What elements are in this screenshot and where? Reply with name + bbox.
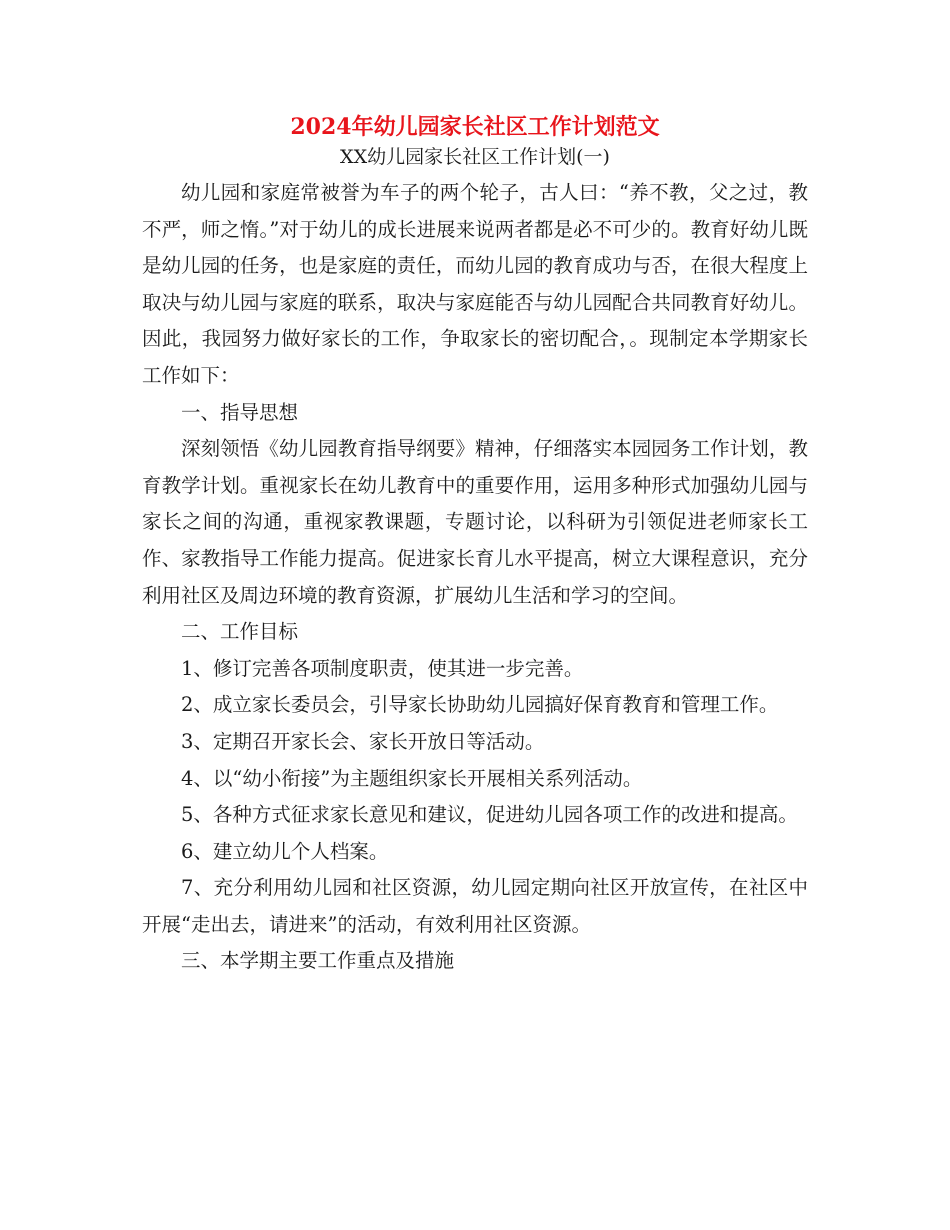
section-heading-guiding-ideology: 一、指导思想 [181, 400, 299, 424]
section-heading-key-work: 三、本学期主要工作重点及措施 [181, 949, 455, 973]
document-title: 2024年幼儿园家长社区工作计划范文 [290, 114, 660, 140]
list-item-goal-6: 6、建立幼儿个人档案。 [181, 839, 389, 863]
list-item-goal-3: 3、定期召开家长会、家长开放日等活动。 [181, 729, 545, 753]
list-item-goal-7: 7、充分利用幼儿园和社区资源，幼儿园定期向社区开放宣传，在社区中开展“走出去，请进来”的活动，有效利用社区资源。 [142, 876, 808, 936]
paragraph-guiding-ideology: 深刻领悟《幼儿园教育指导纲要》精神，仔细落实本园园务工作计划，教育教学计划。重视家长在幼儿教育中的重要作用，运用多种形式加强幼儿园与家长之间的沟通，重视家教课题，专题讨论，以科研为引领促进老师家长工作、家教指导工作能力提高。促进家长育儿水平提高，树立大课程意识，充分利用社区及周边环境的教育资源，扩展幼儿生活和学习的空间。 [142, 437, 808, 607]
paragraph-intro: 幼儿园和家庭常被誉为车子的两个轮子，古人曰：“养不教，父之过，教不严，师之惰。”对于幼儿的成长进展来说两者都是必不可少的。教育好幼儿既是幼儿园的任务，也是家庭的责任，而幼儿园的教育成功与否，在很大程度上取决与幼儿园与家庭的联系，取决与家庭能否与幼儿园配合共同教育好幼儿。因此，我园努力做好家长的工作，争取家长的密切配合，。现制定本学期家长工作如下： [142, 181, 808, 387]
document-subtitle: XX幼儿园家长社区工作计划(一) [340, 146, 610, 168]
list-item-goal-2: 2、成立家长委员会，引导家长协助幼儿园搞好保育教育和管理工作。 [181, 693, 779, 717]
list-item-goal-5: 5、各种方式征求家长意见和建议，促进幼儿园各项工作的改进和提高。 [181, 803, 798, 827]
document-body [142, 175, 808, 980]
section-heading-work-goals: 二、工作目标 [181, 620, 299, 644]
list-item-goal-1: 1、修订完善各项制度职责，使其进一步完善。 [181, 656, 584, 680]
list-item-goal-4: 4、以“幼小衔接”为主题组织家长开展相关系列活动。 [181, 766, 643, 790]
